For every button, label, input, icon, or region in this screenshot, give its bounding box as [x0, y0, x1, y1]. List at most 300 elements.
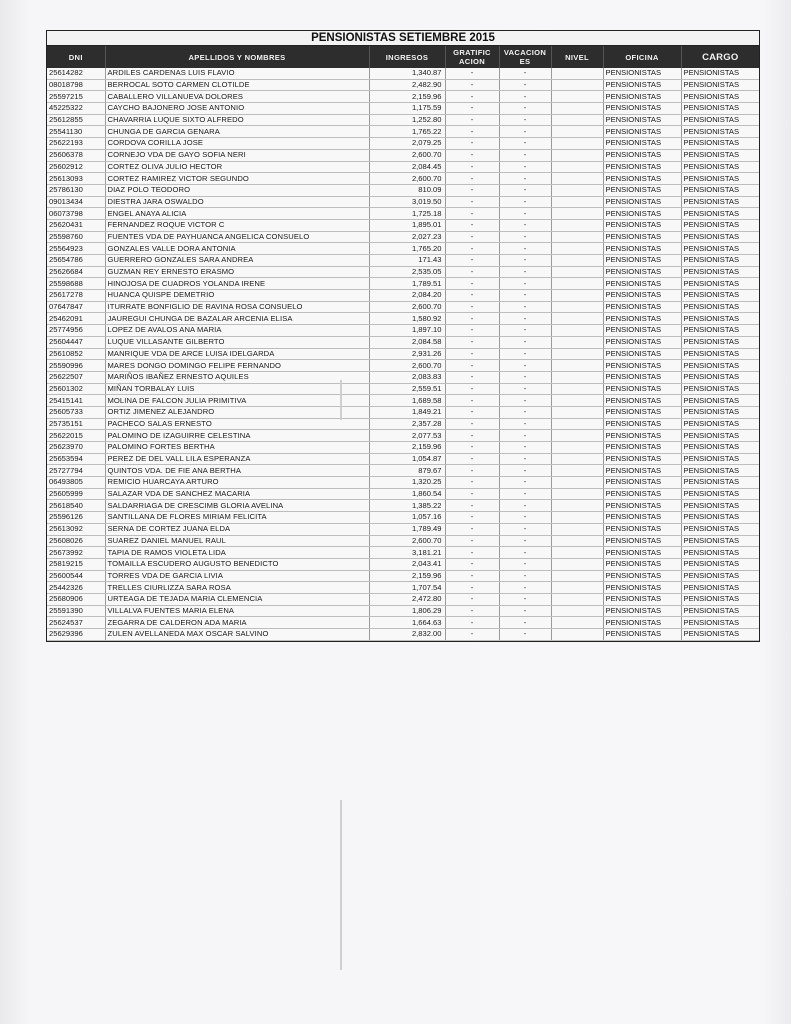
cell-vacaciones: - [499, 547, 551, 559]
cell-vacaciones: - [499, 488, 551, 500]
cell-dni: 25601302 [47, 383, 105, 395]
cell-cargo: PENSIONISTAS [681, 523, 759, 535]
cell-vacaciones: - [499, 196, 551, 208]
table-body [47, 68, 759, 640]
cell-nivel [551, 371, 603, 383]
cell-nivel [551, 488, 603, 500]
table-row [47, 371, 759, 383]
cell-ingresos: 2,084.45 [369, 161, 445, 173]
cell-nivel [551, 629, 603, 641]
cell-dni: 25606378 [47, 149, 105, 161]
cell-dni: 25622015 [47, 430, 105, 442]
cell-dni: 25620431 [47, 219, 105, 231]
cell-gratificacion: - [445, 418, 499, 430]
cell-gratificacion: - [445, 430, 499, 442]
cell-vacaciones: - [499, 301, 551, 313]
cell-nivel [551, 442, 603, 454]
table-row [47, 535, 759, 547]
table-row [47, 488, 759, 500]
cell-vacaciones: - [499, 500, 551, 512]
cell-dni: 09013434 [47, 196, 105, 208]
cell-ingresos: 2,600.70 [369, 360, 445, 372]
table-row [47, 114, 759, 126]
cell-oficina: PENSIONISTAS [603, 360, 681, 372]
cell-ingresos: 2,472.80 [369, 593, 445, 605]
cell-dni: 25613092 [47, 523, 105, 535]
cell-oficina: PENSIONISTAS [603, 442, 681, 454]
table-row [47, 582, 759, 594]
cell-ingresos: 1,689.58 [369, 395, 445, 407]
cell-dni: 25596126 [47, 512, 105, 524]
scan-artifact-line-bottom [340, 800, 342, 970]
cell-cargo: PENSIONISTAS [681, 290, 759, 302]
cell-ingresos: 2,600.70 [369, 535, 445, 547]
cell-gratificacion: - [445, 523, 499, 535]
cell-vacaciones: - [499, 395, 551, 407]
cell-nivel [551, 68, 603, 79]
cell-dni: 25673992 [47, 547, 105, 559]
table-row [47, 547, 759, 559]
cell-nombre: QUINTOS VDA. DE FIE ANA BERTHA [105, 465, 369, 477]
cell-oficina: PENSIONISTAS [603, 477, 681, 489]
cell-gratificacion: - [445, 243, 499, 255]
cell-nivel [551, 290, 603, 302]
cell-gratificacion: - [445, 196, 499, 208]
cell-cargo: PENSIONISTAS [681, 558, 759, 570]
cell-dni: 25613093 [47, 173, 105, 185]
cell-oficina: PENSIONISTAS [603, 68, 681, 79]
cell-ingresos: 1,765.20 [369, 243, 445, 255]
cell-vacaciones: - [499, 523, 551, 535]
cell-ingresos: 879.67 [369, 465, 445, 477]
cell-nivel [551, 126, 603, 138]
cell-nivel [551, 523, 603, 535]
cell-oficina: PENSIONISTAS [603, 348, 681, 360]
cell-nombre: GONZALES VALLE DORA ANTONIA [105, 243, 369, 255]
cell-nivel [551, 255, 603, 267]
table-row [47, 325, 759, 337]
cell-dni: 45225322 [47, 103, 105, 115]
cell-oficina: PENSIONISTAS [603, 103, 681, 115]
cell-dni: 25680906 [47, 593, 105, 605]
table-row [47, 348, 759, 360]
cell-oficina: PENSIONISTAS [603, 558, 681, 570]
cell-cargo: PENSIONISTAS [681, 453, 759, 465]
cell-dni: 25626684 [47, 266, 105, 278]
cell-dni: 25597215 [47, 91, 105, 103]
cell-vacaciones: - [499, 593, 551, 605]
cell-nombre: SANTILLANA DE FLORES MIRIAM FELICITA [105, 512, 369, 524]
cell-cargo: PENSIONISTAS [681, 336, 759, 348]
cell-gratificacion: - [445, 138, 499, 150]
cell-oficina: PENSIONISTAS [603, 219, 681, 231]
cell-cargo: PENSIONISTAS [681, 278, 759, 290]
cell-nivel [551, 208, 603, 220]
cell-ingresos: 2,600.70 [369, 149, 445, 161]
cell-nombre: TRELLES CIURLIZZA SARA ROSA [105, 582, 369, 594]
cell-vacaciones: - [499, 360, 551, 372]
cell-nombre: CORTEZ OLIVA JULIO HECTOR [105, 161, 369, 173]
cell-vacaciones: - [499, 68, 551, 79]
header-ingresos: INGRESOS [369, 46, 445, 68]
cell-vacaciones: - [499, 629, 551, 641]
cell-gratificacion: - [445, 149, 499, 161]
cell-nombre: CORTEZ RAMIREZ VICTOR SEGUNDO [105, 173, 369, 185]
cell-gratificacion: - [445, 500, 499, 512]
table-row [47, 477, 759, 489]
cell-gratificacion: - [445, 371, 499, 383]
cell-vacaciones: - [499, 103, 551, 115]
cell-cargo: PENSIONISTAS [681, 208, 759, 220]
cell-nivel [551, 477, 603, 489]
cell-gratificacion: - [445, 593, 499, 605]
cell-vacaciones: - [499, 582, 551, 594]
cell-ingresos: 2,931.26 [369, 348, 445, 360]
cell-dni: 25618540 [47, 500, 105, 512]
cell-gratificacion: - [445, 103, 499, 115]
cell-oficina: PENSIONISTAS [603, 184, 681, 196]
cell-vacaciones: - [499, 383, 551, 395]
cell-gratificacion: - [445, 91, 499, 103]
table-row [47, 243, 759, 255]
cell-cargo: PENSIONISTAS [681, 360, 759, 372]
header-vacaciones-line2: ES [519, 57, 531, 66]
cell-nombre: PALOMINO DE IZAGUIRRE CELESTINA [105, 430, 369, 442]
table-row [47, 442, 759, 454]
table-row [47, 126, 759, 138]
cell-ingresos: 2,482.90 [369, 79, 445, 91]
cell-oficina: PENSIONISTAS [603, 535, 681, 547]
header-vacaciones [499, 46, 551, 68]
cell-oficina: PENSIONISTAS [603, 465, 681, 477]
scan-artifact-line-top [340, 380, 342, 420]
cell-dni: 25608026 [47, 535, 105, 547]
cell-nivel [551, 582, 603, 594]
cell-dni: 25591390 [47, 605, 105, 617]
cell-nombre: LUQUE VILLASANTE GILBERTO [105, 336, 369, 348]
table-row [47, 465, 759, 477]
table-row [47, 149, 759, 161]
cell-ingresos: 1,765.22 [369, 126, 445, 138]
cell-vacaciones: - [499, 208, 551, 220]
cell-nombre: FERNANDEZ ROQUE VICTOR C [105, 219, 369, 231]
cell-oficina: PENSIONISTAS [603, 605, 681, 617]
cell-nombre: SERNA DE CORTEZ JUANA ELDA [105, 523, 369, 535]
header-gratificacion-line2: ACION [459, 57, 485, 66]
cell-ingresos: 1,725.18 [369, 208, 445, 220]
cell-vacaciones: - [499, 512, 551, 524]
cell-nivel [551, 266, 603, 278]
cell-oficina: PENSIONISTAS [603, 138, 681, 150]
table-row [47, 570, 759, 582]
cell-gratificacion: - [445, 219, 499, 231]
table-row [47, 79, 759, 91]
cell-gratificacion: - [445, 231, 499, 243]
table-row [47, 383, 759, 395]
header-oficina: OFICINA [603, 46, 681, 68]
cell-ingresos: 2,535.05 [369, 266, 445, 278]
cell-cargo: PENSIONISTAS [681, 266, 759, 278]
table-row [47, 418, 759, 430]
cell-nivel [551, 91, 603, 103]
cell-ingresos: 1,806.29 [369, 605, 445, 617]
cell-gratificacion: - [445, 266, 499, 278]
cell-cargo: PENSIONISTAS [681, 570, 759, 582]
cell-vacaciones: - [499, 418, 551, 430]
cell-oficina: PENSIONISTAS [603, 325, 681, 337]
table-row [47, 406, 759, 418]
cell-nombre: REMICIO HUARCAYA ARTURO [105, 477, 369, 489]
cell-cargo: PENSIONISTAS [681, 512, 759, 524]
cell-gratificacion: - [445, 336, 499, 348]
cell-nivel [551, 605, 603, 617]
cell-nivel [551, 161, 603, 173]
table-row [47, 219, 759, 231]
table-row [47, 617, 759, 629]
cell-ingresos: 2,832.00 [369, 629, 445, 641]
cell-dni: 25654786 [47, 255, 105, 267]
header-nombres: APELLIDOS Y NOMBRES [105, 46, 369, 68]
cell-gratificacion: - [445, 453, 499, 465]
cell-oficina: PENSIONISTAS [603, 149, 681, 161]
cell-gratificacion: - [445, 582, 499, 594]
cell-vacaciones: - [499, 219, 551, 231]
cell-nivel [551, 301, 603, 313]
cell-nivel [551, 570, 603, 582]
table-row [47, 255, 759, 267]
cell-nombre: TORRES VDA DE GARCIA LIVIA [105, 570, 369, 582]
table-row [47, 290, 759, 302]
table-row [47, 196, 759, 208]
cell-ingresos: 2,600.70 [369, 301, 445, 313]
cell-ingresos: 2,357.28 [369, 418, 445, 430]
cell-vacaciones: - [499, 325, 551, 337]
cell-vacaciones: - [499, 535, 551, 547]
table-row [47, 500, 759, 512]
cell-vacaciones: - [499, 570, 551, 582]
cell-cargo: PENSIONISTAS [681, 126, 759, 138]
cell-nombre: DIAZ POLO TEODORO [105, 184, 369, 196]
cell-oficina: PENSIONISTAS [603, 371, 681, 383]
cell-cargo: PENSIONISTAS [681, 488, 759, 500]
cell-dni: 25610852 [47, 348, 105, 360]
cell-oficina: PENSIONISTAS [603, 406, 681, 418]
cell-dni: 25629396 [47, 629, 105, 641]
cell-ingresos: 1,580.92 [369, 313, 445, 325]
cell-oficina: PENSIONISTAS [603, 79, 681, 91]
cell-ingresos: 1,849.21 [369, 406, 445, 418]
cell-nivel [551, 418, 603, 430]
table-row [47, 161, 759, 173]
pensioners-table [47, 46, 759, 641]
cell-vacaciones: - [499, 453, 551, 465]
cell-dni: 08018798 [47, 79, 105, 91]
cell-vacaciones: - [499, 231, 551, 243]
cell-nivel [551, 278, 603, 290]
cell-vacaciones: - [499, 278, 551, 290]
cell-cargo: PENSIONISTAS [681, 325, 759, 337]
table-row [47, 558, 759, 570]
cell-oficina: PENSIONISTAS [603, 173, 681, 185]
cell-nombre: ITURRATE BONFIGLIO DE RAVINA ROSA CONSUELO [105, 301, 369, 313]
cell-vacaciones: - [499, 336, 551, 348]
cell-vacaciones: - [499, 243, 551, 255]
cell-dni: 25774956 [47, 325, 105, 337]
cell-oficina: PENSIONISTAS [603, 208, 681, 220]
cell-nivel [551, 79, 603, 91]
cell-dni: 25612855 [47, 114, 105, 126]
cell-gratificacion: - [445, 512, 499, 524]
cell-dni: 25614282 [47, 68, 105, 79]
cell-nivel [551, 558, 603, 570]
cell-ingresos: 1,385.22 [369, 500, 445, 512]
cell-dni: 25462091 [47, 313, 105, 325]
cell-nivel [551, 103, 603, 115]
cell-oficina: PENSIONISTAS [603, 430, 681, 442]
cell-dni: 25604447 [47, 336, 105, 348]
cell-nivel [551, 617, 603, 629]
cell-cargo: PENSIONISTAS [681, 313, 759, 325]
cell-dni: 25653594 [47, 453, 105, 465]
cell-oficina: PENSIONISTAS [603, 313, 681, 325]
cell-dni: 25622193 [47, 138, 105, 150]
cell-gratificacion: - [445, 68, 499, 79]
cell-vacaciones: - [499, 149, 551, 161]
cell-nivel [551, 348, 603, 360]
cell-cargo: PENSIONISTAS [681, 103, 759, 115]
cell-gratificacion: - [445, 605, 499, 617]
cell-ingresos: 810.09 [369, 184, 445, 196]
cell-dni: 25602912 [47, 161, 105, 173]
cell-gratificacion: - [445, 629, 499, 641]
cell-nombre: LOPEZ DE AVALOS ANA MARIA [105, 325, 369, 337]
cell-gratificacion: - [445, 173, 499, 185]
cell-vacaciones: - [499, 477, 551, 489]
cell-vacaciones: - [499, 91, 551, 103]
cell-ingresos: 1,860.54 [369, 488, 445, 500]
cell-ingresos: 2,027.23 [369, 231, 445, 243]
table-row [47, 231, 759, 243]
table-row [47, 629, 759, 641]
cell-nivel [551, 465, 603, 477]
cell-gratificacion: - [445, 325, 499, 337]
cell-cargo: PENSIONISTAS [681, 243, 759, 255]
cell-gratificacion: - [445, 278, 499, 290]
cell-ingresos: 1,320.25 [369, 477, 445, 489]
cell-dni: 25727794 [47, 465, 105, 477]
cell-nombre: MARES DONGO DOMINGO FELIPE FERNANDO [105, 360, 369, 372]
cell-vacaciones: - [499, 79, 551, 91]
table-row [47, 301, 759, 313]
cell-cargo: PENSIONISTAS [681, 629, 759, 641]
cell-nivel [551, 593, 603, 605]
cell-ingresos: 2,084.20 [369, 290, 445, 302]
table-row [47, 360, 759, 372]
cell-vacaciones: - [499, 558, 551, 570]
cell-gratificacion: - [445, 313, 499, 325]
cell-nivel [551, 219, 603, 231]
cell-dni: 25819215 [47, 558, 105, 570]
cell-vacaciones: - [499, 442, 551, 454]
cell-cargo: PENSIONISTAS [681, 161, 759, 173]
cell-nombre: PALOMINO FORTES BERTHA [105, 442, 369, 454]
cell-cargo: PENSIONISTAS [681, 255, 759, 267]
table-row [47, 523, 759, 535]
cell-oficina: PENSIONISTAS [603, 383, 681, 395]
cell-ingresos: 1,897.10 [369, 325, 445, 337]
cell-nivel [551, 547, 603, 559]
cell-oficina: PENSIONISTAS [603, 196, 681, 208]
cell-ingresos: 2,083.83 [369, 371, 445, 383]
cell-ingresos: 171.43 [369, 255, 445, 267]
cell-cargo: PENSIONISTAS [681, 547, 759, 559]
cell-gratificacion: - [445, 558, 499, 570]
cell-nombre: MIÑAN TORBALAY LUIS [105, 383, 369, 395]
cell-oficina: PENSIONISTAS [603, 231, 681, 243]
cell-vacaciones: - [499, 161, 551, 173]
cell-vacaciones: - [499, 617, 551, 629]
cell-gratificacion: - [445, 79, 499, 91]
cell-nivel [551, 336, 603, 348]
cell-nivel [551, 173, 603, 185]
cell-nivel [551, 196, 603, 208]
cell-oficina: PENSIONISTAS [603, 617, 681, 629]
cell-oficina: PENSIONISTAS [603, 593, 681, 605]
cell-oficina: PENSIONISTAS [603, 336, 681, 348]
cell-gratificacion: - [445, 535, 499, 547]
cell-nivel [551, 149, 603, 161]
cell-cargo: PENSIONISTAS [681, 395, 759, 407]
cell-dni: 25564923 [47, 243, 105, 255]
cell-ingresos: 2,043.41 [369, 558, 445, 570]
cell-vacaciones: - [499, 290, 551, 302]
cell-oficina: PENSIONISTAS [603, 266, 681, 278]
cell-nombre: TAPIA DE RAMOS VIOLETA LIDA [105, 547, 369, 559]
cell-dni: 25624537 [47, 617, 105, 629]
cell-cargo: PENSIONISTAS [681, 371, 759, 383]
table-row [47, 173, 759, 185]
cell-gratificacion: - [445, 360, 499, 372]
cell-vacaciones: - [499, 406, 551, 418]
cell-ingresos: 2,559.51 [369, 383, 445, 395]
pensioners-sheet [46, 30, 760, 642]
cell-oficina: PENSIONISTAS [603, 629, 681, 641]
cell-vacaciones: - [499, 114, 551, 126]
cell-cargo: PENSIONISTAS [681, 219, 759, 231]
cell-dni: 25735151 [47, 418, 105, 430]
cell-oficina: PENSIONISTAS [603, 91, 681, 103]
cell-ingresos: 2,077.53 [369, 430, 445, 442]
table-row [47, 430, 759, 442]
cell-nombre: MANRIQUE VDA DE ARCE LUISA IDELGARDA [105, 348, 369, 360]
cell-vacaciones: - [499, 430, 551, 442]
cell-nivel [551, 360, 603, 372]
cell-ingresos: 1,054.87 [369, 453, 445, 465]
table-row [47, 278, 759, 290]
table-header-row [47, 46, 759, 68]
table-row [47, 91, 759, 103]
cell-gratificacion: - [445, 488, 499, 500]
cell-nombre: SUAREZ DANIEL MANUEL RAUL [105, 535, 369, 547]
cell-nombre: CHUNGA DE GARCIA GENARA [105, 126, 369, 138]
cell-nombre: DIESTRA JARA OSWALDO [105, 196, 369, 208]
cell-ingresos: 2,159.96 [369, 442, 445, 454]
cell-nivel [551, 325, 603, 337]
cell-ingresos: 2,159.96 [369, 91, 445, 103]
cell-nivel [551, 383, 603, 395]
cell-nombre: ENGEL ANAYA ALICIA [105, 208, 369, 220]
cell-nombre: GUERRERO GONZALES SARA ANDREA [105, 255, 369, 267]
